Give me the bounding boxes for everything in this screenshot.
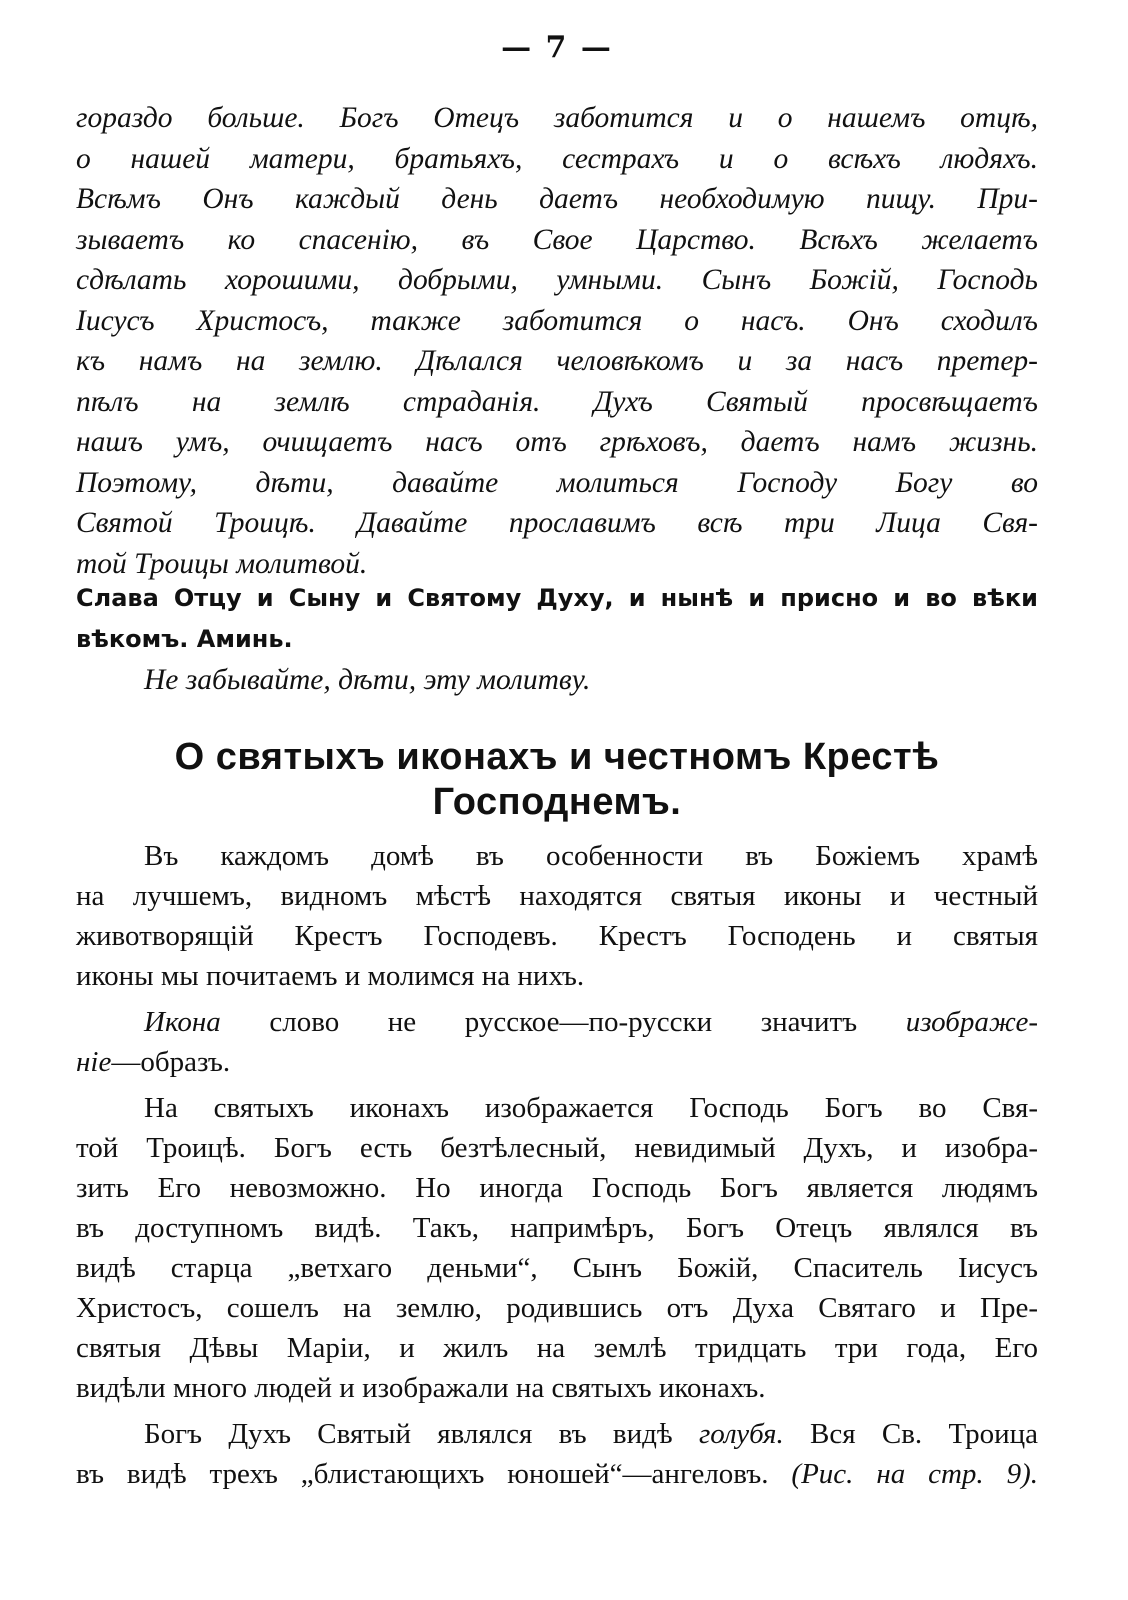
text-line: нашъ умъ, очищаетъ насъ отъ грѣховъ, даетъ намъ жизнь. xyxy=(76,426,1038,458)
doxology-prayer xyxy=(76,578,1038,660)
heading-line: Господнемъ. xyxy=(432,781,682,823)
body-text xyxy=(76,836,1038,1500)
prayer-paragraph xyxy=(76,98,1038,584)
book-page xyxy=(76,0,1038,1600)
text-line: къ намъ на землю. Дѣлался человѣкомъ и за насъ претер- xyxy=(76,345,1038,377)
page-number: — 7 — xyxy=(501,30,613,65)
section-heading xyxy=(76,735,1038,825)
figure-reference: (Рис. на стр. 9). xyxy=(791,1458,1038,1490)
emphasis-term: Икона xyxy=(144,1006,221,1038)
text-line: пѣлъ на землѣ страданія. Духъ Святый просвѣщаетъ xyxy=(76,385,1038,418)
text-line: Въ каждомъ домѣ въ особенности въ Божіемъ храмѣ xyxy=(144,840,1038,872)
text-line: На святыхъ иконахъ изображается Господь Богъ во Свя- xyxy=(144,1092,1038,1124)
text-line: святыя Дѣвы Маріи, и жилъ на землѣ тридцать три года, Его xyxy=(76,1332,1038,1364)
paragraph xyxy=(76,836,1038,996)
text-line xyxy=(76,1042,1038,1082)
text-line: видѣ старца „ветхаго деньми“, Сынъ Божій, Спаситель Іисусъ xyxy=(76,1252,1038,1284)
text-line: Святой Троицѣ. Давайте прославимъ всѣ три Лица Свя- xyxy=(76,507,1038,539)
text-line: зить Его невозможно. Но иногда Господь Богъ является людямъ xyxy=(76,1172,1038,1204)
emphasis-term: ніе xyxy=(76,1046,112,1078)
text-line xyxy=(76,1414,1038,1454)
text-line: иконы мы почитаемъ и молимся на нихъ. xyxy=(76,960,585,992)
text-line: Христосъ, сошелъ на землю, родившись отъ Духа Святаго и Пре- xyxy=(76,1292,1038,1324)
text-run: Вся Св. Троица xyxy=(783,1418,1038,1450)
text-run: слово не русское—по-русски значитъ xyxy=(220,1006,906,1038)
text-run: въ видѣ трехъ „блистающихъ юношей“—ангеловъ. xyxy=(76,1458,792,1490)
text-line: Іисусъ Христосъ, также заботится о насъ. Онъ сходилъ xyxy=(76,304,1038,337)
heading-line: О святыхъ иконахъ и честномъ Крестѣ xyxy=(174,736,940,778)
text-line: сдѣлать хорошими, добрыми, умными. Сынъ Божій, Господь xyxy=(76,264,1038,296)
text-line: гораздо больше. Богъ Отецъ заботится и о нашемъ отцѣ, xyxy=(76,102,1038,134)
text-line xyxy=(76,1002,1038,1042)
text-line: зываетъ ко спасенію, въ Свое Царство. Всѣхъ желаетъ xyxy=(76,223,1038,256)
text-run: —образъ. xyxy=(111,1046,231,1078)
text-line: животворящій Крестъ Господевъ. Крестъ Господень и святыя xyxy=(76,920,1038,952)
text-line: Поэтому, дѣти, давайте молиться Господу Богу во xyxy=(76,466,1038,499)
reminder-line: Не забывайте, дѣти, эту молитву. xyxy=(144,664,591,696)
text-line: видѣли много людей и изображали на святыхъ иконахъ. xyxy=(76,1372,766,1404)
emphasis-term: изображе- xyxy=(905,1006,1038,1038)
text-line: той Троицы молитвой. xyxy=(76,547,368,580)
paragraph xyxy=(76,1002,1038,1082)
text-line: на лучшемъ, видномъ мѣстѣ находятся святыя иконы и честный xyxy=(76,880,1038,912)
text-line xyxy=(76,1454,1038,1494)
text-line: о нашей матери, братьяхъ, сестрахъ и о всѣхъ людяхъ. xyxy=(76,142,1038,175)
text-line: Всѣмъ Онъ каждый день даетъ необходимую пищу. При- xyxy=(76,183,1038,215)
text-run: Богъ Духъ Святый являлся въ видѣ xyxy=(144,1418,699,1450)
text-line: въ доступномъ видѣ. Такъ, напримѣръ, Богъ Отецъ являлся въ xyxy=(76,1212,1038,1244)
paragraph xyxy=(76,1414,1038,1494)
paragraph xyxy=(76,1088,1038,1408)
text-line: вѣкомъ. Аминь. xyxy=(76,625,293,653)
text-line: Слава Отцу и Сыну и Святому Духу, и нынѣ и присно и во вѣки xyxy=(76,584,1038,612)
text-line: той Троицѣ. Богъ есть безтѣлесный, невидимый Духъ, и изобра- xyxy=(76,1132,1038,1164)
emphasis-term: голубя. xyxy=(698,1418,784,1450)
